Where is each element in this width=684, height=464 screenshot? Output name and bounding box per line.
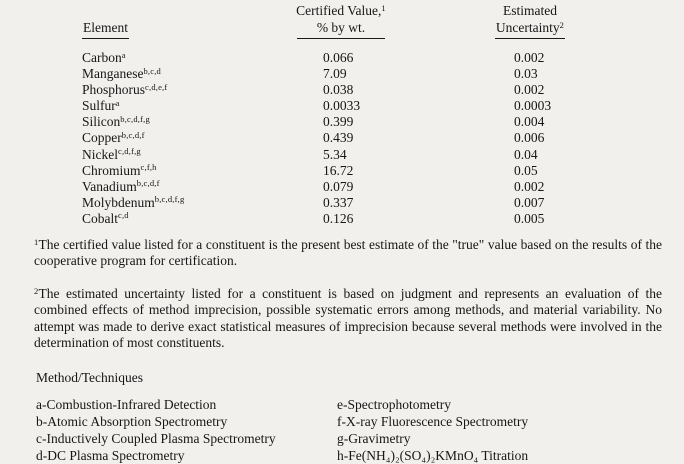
method-item-b: b-Atomic Absorption Spectrometry (36, 414, 228, 430)
method-item-c: c-Inductively Coupled Plasma Spectrometry (36, 431, 276, 447)
element-name-cell (82, 50, 126, 66)
certified-value-header-text: Certified Value, (296, 3, 382, 18)
elements-table-body (0, 50, 684, 227)
element-methods-superscript: c,d,e,f (145, 81, 168, 92)
certified-value-cell: 0.439 (323, 130, 354, 146)
element-methods-superscript: b,c,d,f,g (120, 113, 150, 124)
certified-value-cell: 0.066 (323, 50, 354, 65)
element-name: Silicon (82, 114, 121, 130)
element-name: Chromium (82, 162, 141, 178)
element-name-cell (82, 66, 161, 82)
certified-value-cell: 0.079 (323, 178, 354, 194)
certified-value-cell: 0.399 (323, 114, 354, 130)
element-methods-superscript: c,f,h (140, 162, 157, 173)
element-name: Vanadium (82, 178, 137, 194)
method-item-g: g-Gravimetry (337, 431, 411, 447)
percent-by-wt-label: % by wt. (297, 19, 385, 39)
table-row-manganese (0, 66, 684, 82)
element-name: Nickel (82, 146, 118, 162)
element-name-cell (82, 163, 157, 179)
certified-value-cell: 7.09 (323, 66, 347, 82)
uncertainty-cell: 0.006 (514, 130, 545, 146)
element-name: Manganese (82, 66, 144, 82)
table-row-copper (0, 130, 684, 146)
method-item-d: d-DC Plasma Spectrometry (36, 448, 185, 464)
method-item-a: a-Combustion-Infrared Detection (36, 397, 217, 412)
uncertainty-footnote-marker: 2 (559, 19, 565, 30)
element-name-cell (82, 179, 160, 195)
uncertainty-cell: 0.002 (514, 50, 545, 65)
certified-value-cell: 0.0033 (323, 98, 361, 114)
certified-value-cell: 0.038 (323, 82, 354, 98)
element-name-cell (82, 98, 120, 114)
element-methods-superscript: b,c,d (143, 65, 162, 76)
uncertainty-label-text: Uncertainty (495, 20, 560, 35)
element-methods-superscript: b,c,d,f,g (154, 194, 185, 205)
uncertainty-header-line2 (442, 19, 618, 39)
method-item-f: f-X-ray Fluorescence Spectrometry (337, 414, 529, 430)
table-row-molybdenum (0, 195, 684, 211)
uncertainty-label (495, 19, 565, 39)
element-methods-superscript: a (115, 97, 120, 108)
certified-value-cell: 16.72 (323, 162, 354, 178)
certified-value-header-line2 (253, 19, 429, 39)
column-header-certified-value (253, 2, 429, 39)
certified-value-header-line1 (253, 2, 429, 19)
methods-list-left (36, 396, 276, 464)
column-header-element (82, 20, 129, 39)
element-name: Sulfur (82, 98, 116, 114)
footnote-2-marker: 2 (34, 285, 39, 296)
footnote-2-text: The estimated uncertainty listed for a constituent is based on judgment and represents an evaluation of the combined effects of method imprecision, possible systematic errors among methods, and material variability. No attempt was made to derive exact statistical measures of imprecision because several methods were involved in the determination of most constituents. (34, 286, 662, 351)
certified-value-footnote-marker: 1 (381, 2, 386, 13)
element-name-cell (82, 130, 145, 146)
element-name: Copper (82, 130, 122, 146)
element-methods-superscript: c,d,f,g (118, 146, 141, 157)
table-row-carbon (0, 50, 684, 66)
element-name-cell (82, 147, 141, 163)
element-name-cell (82, 114, 150, 130)
element-name-cell (82, 82, 167, 98)
footnote-estimated-uncertainty (34, 286, 662, 352)
uncertainty-cell: 0.04 (514, 146, 538, 162)
certified-value-cell: 0.126 (323, 210, 354, 226)
element-name-cell (82, 211, 129, 227)
uncertainty-cell: 0.007 (514, 194, 545, 210)
methods-list-right (337, 396, 528, 464)
table-row-sulfur (0, 98, 684, 114)
uncertainty-cell: 0.05 (514, 162, 538, 178)
uncertainty-cell: 0.0003 (514, 98, 552, 114)
footnote-certified-value (34, 237, 662, 270)
table-row-silicon (0, 114, 684, 130)
table-row-chromium (0, 163, 684, 179)
footnote-1-text: The certified value listed for a constituent is the present best estimate of the "true" value based on the results of the cooperative program for certification. (34, 237, 662, 269)
uncertainty-cell: 0.002 (514, 178, 545, 194)
table-row-nickel (0, 147, 684, 163)
element-methods-superscript: a (121, 49, 126, 60)
element-methods-superscript: c,d (118, 210, 129, 221)
element-methods-superscript: b,c,d,f (136, 178, 160, 189)
methods-techniques-heading: Method/Techniques (36, 370, 144, 385)
element-methods-superscript: b,c,d,f (121, 129, 145, 140)
table-row-phosphorus (0, 82, 684, 98)
uncertainty-header-line1: Estimated (503, 3, 557, 18)
element-header-label: Element (82, 20, 129, 39)
uncertainty-cell: 0.002 (514, 82, 545, 98)
element-name: Cobalt (82, 210, 118, 226)
uncertainty-cell: 0.004 (514, 114, 545, 130)
table-row-cobalt (0, 211, 684, 227)
uncertainty-cell: 0.03 (514, 66, 538, 82)
element-name: Phosphorus (82, 82, 146, 98)
certified-value-cell: 0.337 (323, 194, 354, 210)
method-item-h: h-Fe(NH₄)₂(SO₄)₂KMnO₄ Titration (337, 448, 529, 464)
table-row-vanadium (0, 179, 684, 195)
method-item-e: e-Spectrophotometry (337, 397, 451, 412)
element-name-cell (82, 195, 184, 211)
element-name: Molybdenum (82, 194, 155, 210)
element-name: Carbon (82, 50, 122, 65)
column-header-uncertainty (442, 2, 618, 39)
uncertainty-cell: 0.005 (514, 210, 545, 226)
certified-value-cell: 5.34 (323, 146, 347, 162)
footnote-1-marker: 1 (34, 236, 39, 247)
